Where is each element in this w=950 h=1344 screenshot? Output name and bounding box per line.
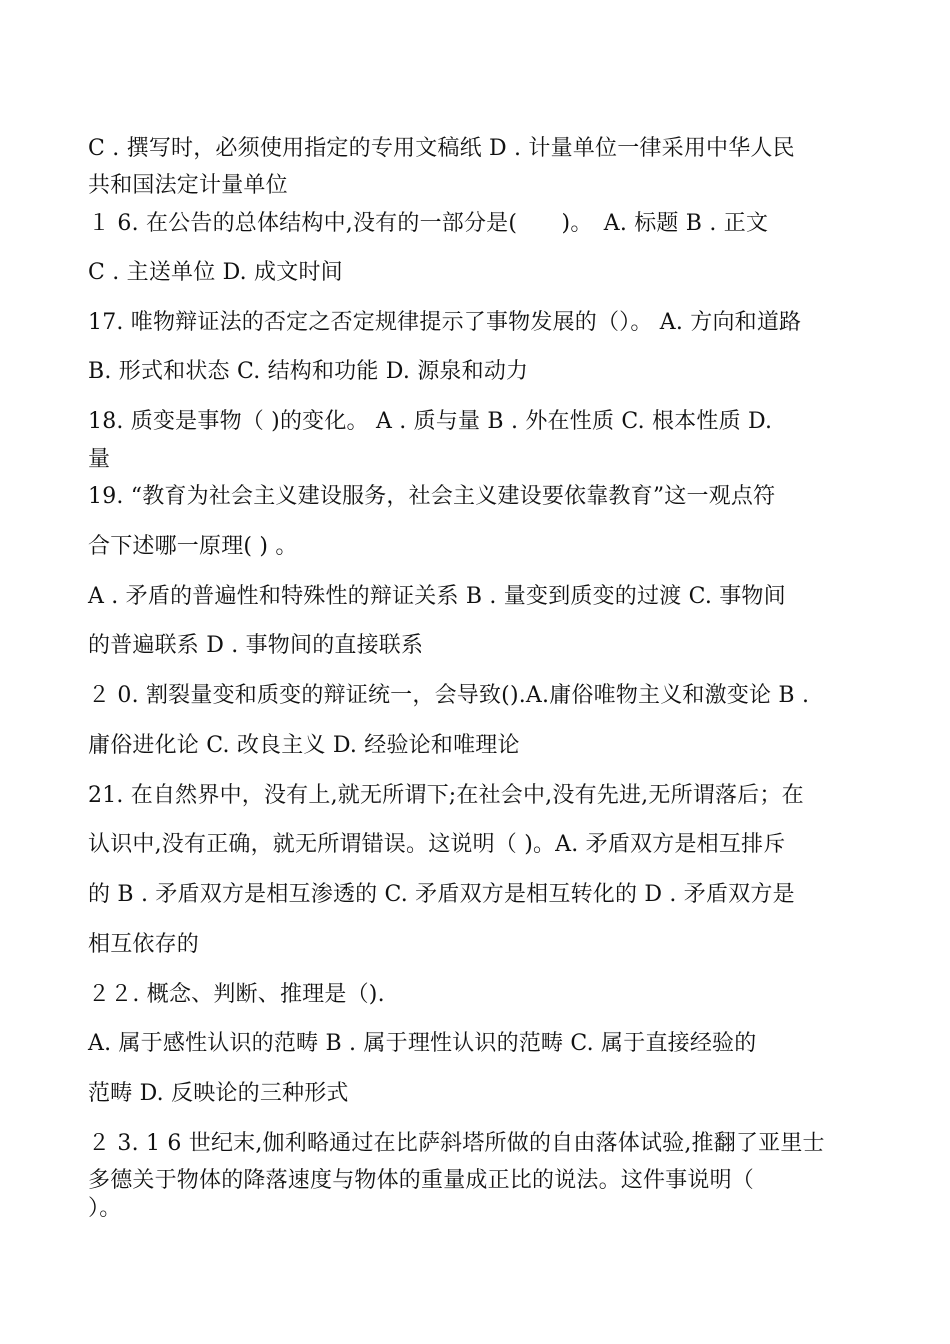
text-line: 庸俗进化论 C. 改良主义 D. 经验论和唯理论 [88, 733, 520, 758]
text-line: 共和国法定计量单位 [88, 173, 288, 198]
text-line: 范畴 D. 反映论的三种形式 [88, 1081, 349, 1106]
text-line: 21. 在自然界中，没有上,就无所谓下;在社会中,没有先进,无所谓落后；在 [88, 783, 804, 808]
text-line: 合下述哪一原理( ) 。 [88, 534, 298, 559]
text-line: A. 属于感性认识的范畴 B . 属于理性认识的范畴 C. 属于直接经验的 [88, 1031, 757, 1056]
text-line: 认识中,没有正确，就无所谓错误。这说明（ )。A. 矛盾双方是相互排斥 [88, 832, 786, 857]
text-line: C . 撰写时，必须使用指定的专用文稿纸 D . 计量单位一律采用中华人民 [88, 136, 795, 161]
text-line: 18. 质变是事物（ )的变化。 A . 质与量 B . 外在性质 C. 根本性质 D. [88, 409, 773, 434]
text-line: 多德关于物体的降落速度与物体的重量成正比的说法。这件事说明（ [88, 1168, 755, 1193]
text-line: ）。 [88, 1196, 122, 1221]
text-line: 19. “教育为社会主义建设服务，社会主义建设要依靠教育”这一观点符 [88, 484, 776, 509]
text-line: 17. 唯物辩证法的否定之否定规律提示了事物发展的（）。 A. 方向和道路 [88, 310, 802, 335]
text-line: ２ 3. 1 6 世纪末,伽利略通过在比萨斜塔所做的自由落体试验,推翻了亚里士 [88, 1131, 825, 1156]
text-line: 的 B . 矛盾双方是相互渗透的 C. 矛盾双方是相互转化的 D . 矛盾双方是 [88, 882, 795, 907]
text-line: 的普遍联系 D . 事物间的直接联系 [88, 633, 424, 658]
text-line: ２２. 概念、判断、推理是（). [88, 982, 385, 1007]
text-line: ２ 0. 割裂量变和质变的辩证统一，会导致().A.庸俗唯物主义和激变论 B . [88, 683, 810, 708]
text-line: A . 矛盾的普遍性和特殊性的辩证关系 B . 量变到质变的过渡 C. 事物间 [88, 584, 786, 609]
text-line: １ 6. 在公告的总体结构中,没有的一部分是( )。 A. 标题 B . 正文 [88, 211, 769, 236]
text-line: B. 形式和状态 C. 结构和功能 D. 源泉和动力 [88, 359, 529, 384]
text-line: C . 主送单位 D. 成文时间 [88, 260, 343, 285]
text-line: 相互依存的 [88, 932, 200, 957]
text-line: 量 [88, 447, 111, 472]
